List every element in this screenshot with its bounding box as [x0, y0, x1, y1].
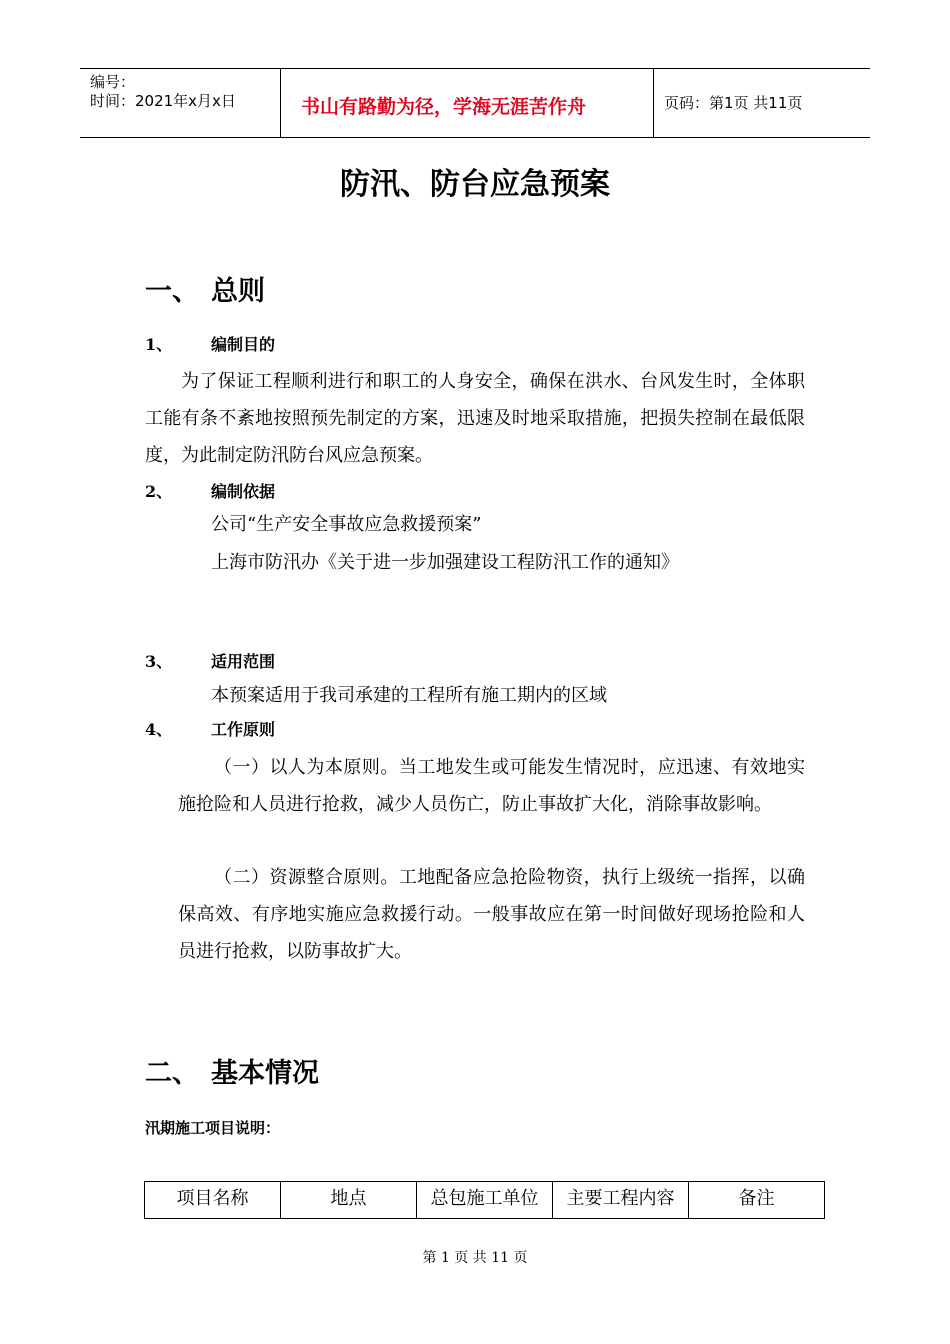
column-header: 地点 — [281, 1182, 417, 1219]
section-number: 一、 — [145, 276, 199, 307]
page-footer: 第 1 页 共 11 页 — [422, 1250, 528, 1266]
paragraph-purpose: 为了保证工程顺利进行和职工的人身安全，确保在洪水、台风发生时，全体职工能有条不紊地按照预先制定的方案，迅速及时地采取措施，把损失控制在最低限度，为此制定防汛防台风应急预案。 — [145, 371, 805, 466]
code-label: 编号： — [90, 73, 136, 91]
item-title: 适用范围 — [211, 652, 276, 671]
item-number: 3、 — [145, 652, 173, 671]
item-title: 编制目的 — [211, 335, 276, 354]
item-title: 工作原则 — [211, 720, 276, 739]
date-label: 时间：2021年x月x日 — [90, 92, 236, 110]
column-header: 主要工程内容 — [553, 1182, 689, 1219]
principle-paragraph-1: （一）以人为本原则。当工地发生或可能发生情况时，应迅速、有效地实施抢险和人员进行抢救，减少人员伤亡，防止事故扩大化，消除事故影响。 — [178, 757, 805, 815]
column-header: 项目名称 — [145, 1182, 281, 1219]
section-heading-1 — [145, 276, 265, 308]
column-header: 备注 — [689, 1182, 825, 1219]
item-number: 2、 — [145, 482, 173, 501]
item-heading-2 — [145, 482, 275, 502]
header-left-cell — [80, 69, 281, 137]
item-heading-1 — [145, 335, 275, 355]
column-header: 总包施工单位 — [417, 1182, 553, 1219]
section-title: 总则 — [211, 276, 265, 307]
header-right-cell — [654, 69, 870, 137]
table-header-row — [145, 1182, 825, 1219]
item-number: 1、 — [145, 335, 173, 354]
section-heading-2 — [145, 1058, 319, 1090]
item-title: 编制依据 — [211, 482, 276, 501]
page-title: 防汛、防台应急预案 — [340, 167, 610, 202]
section-number: 二、 — [145, 1058, 199, 1089]
item-number: 4、 — [145, 720, 173, 739]
item-heading-3 — [145, 652, 275, 672]
page-info: 页码：第1页 共11页 — [664, 94, 803, 112]
basis-line-1: 公司“生产安全事故应急救援预案” — [211, 514, 482, 535]
section-title: 基本情况 — [211, 1058, 319, 1089]
principle-paragraph-2: （二）资源整合原则。工地配备应急抢险物资，执行上级统一指挥，以确保高效、有序地实施应急救援行动。一般事故应在第一时间做好现场抢险和人员进行抢救，以防事故扩大。 — [178, 867, 805, 962]
motto: 书山有路勤为径，学海无涯苦作舟 — [301, 96, 587, 118]
header-motto-cell — [281, 69, 654, 137]
basis-line-2: 上海市防汛办《关于进一步加强建设工程防汛工作的通知》 — [211, 552, 679, 573]
document-header — [80, 68, 870, 138]
project-table — [144, 1181, 825, 1219]
scope-line: 本预案适用于我司承建的工程所有施工期内的区域 — [211, 685, 607, 706]
project-subheading: 汛期施工项目说明： — [145, 1119, 281, 1137]
item-heading-4 — [145, 720, 275, 740]
